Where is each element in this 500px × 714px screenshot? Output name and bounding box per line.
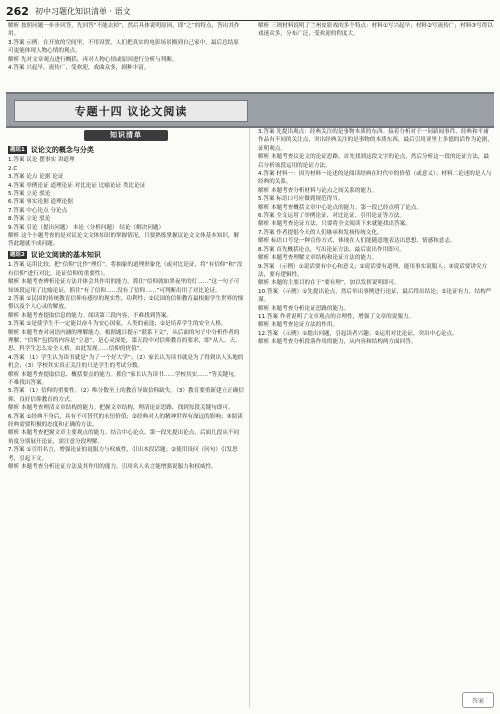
answer-line: 解析 本题考查理解文章结构和论证方法的能力。 [258,255,378,262]
answer-line: 解析 本题考查论证方法。只要将全文阅读下来就能找出答案。 [258,221,411,228]
answer-line: 解析 这个小题考查的是对议论文文体知识的掌握情况。只要熟练掌握议论文文体基本知识，解答此题就不成问题。 [8,233,240,248]
answer-line: 9.答案 （示例）①说话要有中心和意义；②说话要有道理，能用事实说服人；③说话要讲究方法，要有逻辑性。 [258,263,488,278]
answer-line: 10.答案 （示例）①先提出论点，然后举出事例进行论证，最后得出结论；②论证有力，结构严谨。 [258,288,492,304]
answer-line: 9.答案 引论（提出问题） 本论（分析问题） 结论（解决问题） [8,224,165,231]
answer-line: 解析 标语口号是一种宣传方式，体现在人们能随意地表达出思想、情感和意志。 [258,238,456,245]
answer-line: 6.答案 ①经典不身后，具有不可替代的永恒价值；②经典对人的精神世界有深远的影响；③阅读经典需要积极的态度和正确的方法。 [8,413,243,428]
answer-line: 解析 本题考查分析段落作用的能力，从内容和结构两方面回答。 [258,339,417,346]
left-column [8,128,244,708]
answer-line: 2.C [8,165,18,172]
answer-line: 解析 本题考查论证方法的作用。 [258,322,339,329]
answer-line: 11.答案 作者说明了文章观点的合理性，增强了文章的说服力。 [258,313,415,320]
topic-title: 议论文阅读的基本知识 [30,250,101,259]
answer-line: 12.答案 （示例）①提出问题，引起读者兴趣；②运用对比论证，突出中心论点。 [258,330,458,337]
answer-line: 6.答案 事实论据 道理论据 [8,199,73,206]
answer-line: 解析 按照问题一步步回答，先回答“不能去掉”，然后具体说明原因，即“之”的特点，答出其作用。 [8,23,240,38]
answer-line: 1.答案 运用比较，把“信仰”比作“理灯”，将抽象的道理形象化（或对比论证，将“有信仰”和“没有信仰”进行对比，论证信仰的重要性）。 [8,262,243,277]
answer-line: 解析 三则材料说明了兰州皮影戏的多个特点：材料①写兴起早；材料②写流传广；材料③写得以戏迷众多，分布广泛，受欢迎的程度大。 [258,23,493,38]
answer-line: 4.答案 材料一：因为材料一论述的是阅读经典在时代中的价值（或意义）；材料二论述的是人与经典的关系。 [258,171,492,186]
section-pill: 知识清单 [84,130,168,141]
answer-line: 解析 本题考查概括文章中心论点的能力。第一段已经点明了论点。 [258,204,422,211]
chapter-band [6,92,494,128]
column-divider [249,128,250,708]
answer-line: 解析 本题考查分析论证方法及其作用的能力。引用名人名言能增强说服力和权威性。 [8,464,217,471]
answer-line: 解析 本题考查辨析论证方法并体会其作用的能力。抓住“信仰就如黑夜里的灯……”这一句子可知该段运用了比喻论证，抓住“有了信仰……没有了信仰……”可判断出用了对比论证。 [8,279,240,294]
answer-line: 3.答案 先提出观点：经典关注的是事物本质的东西。接着分析对于一同新闻事件，经典和平庸作品有不同的关注点，突出经典关注的是事物的本质东西，最后引用亚里士多德的话作为论据，证明观点。 [258,129,493,152]
answer-line: 2.答案 ①民国的传统教育信仰有感厚的现实性，功利性；②民国的信仰教育最根据学生世界的憧憬以及个人心灵的解放。 [8,295,244,311]
answer-line: 4.答案 （1）学生认为读书就是“为了一个好大学”；（2）家长认为读书就是为了得到出人头地的机会；（3）学校其实真正关注的只是学生的考试分数。 [8,354,244,370]
page-number: 262 [6,4,29,18]
answer-badge: 答案 [462,692,494,708]
answer-line: 解析 本题考查提取信息、概括要点的能力。抓住“家长认为读书……学校其实……”等关键句，不难找出答案。 [8,371,240,386]
answer-line: 解析 本题考查把握文章主要观点的能力。结合中心论点，第一段先提出论点，后面几段从不同角度分别展开论证，需注意分段理解。 [8,430,240,445]
answer-line: 5.答案 （1）信仰的重要性。（2）唯分数至上的教育导致信仰缺失。（3）教育要重新建立正确信仰，良好信仰教育的方式。 [8,388,244,403]
answer-line: 3.答案 论点 论据 论证 [8,174,64,181]
answer-line: 7.答案 作者提倡今天的人们继承和发扬传统文化。 [258,229,383,236]
book-title: 初中习题化知识清单 · 语文 [34,6,131,16]
answer-line: 解析 本题考查分析论证思路的能力。 [258,305,350,312]
top-left-answers [8,22,244,90]
topic-heading [8,251,244,259]
answer-line: 解析 本题考查分析材料与论点之间关系的能力。 [258,187,378,194]
answer-line: 8.答案 首先概括论点，写出论证方法，最后说出作用即可。 [258,246,405,253]
topic-title: 议论文的概念与分类 [30,146,94,154]
right-column [258,128,494,708]
top-right-answers [258,22,494,90]
answer-line: 解析 本题的主要目的在于“要有理”，加以发挥说明即可。 [258,280,400,287]
answer-line: 3.答案 示例：在开放的空间里，不用设置，人们把真实的电影场景搬到自己家中，最后总结原可更能体现人物心情的观点。 [8,39,239,55]
answer-line: 5.答案 标语口号应做到规范得当。 [258,196,344,203]
topic-heading [8,146,244,154]
answer-line: 解析 本题考查对词语内涵的理解能力。根据题目提示“联系下文”，从后面的句子中分析作者的理解，“信仰”包括的内容是“立意”，是心灵深处，第五段中对信仰教育的要求，即“从人、天、思、科学生怎么安全人格，由此发现……信仰的价值”。 [8,329,241,353]
page-header [6,2,494,21]
answer-line: 6.答案 全文运用了举例论证、对比论证、引用论证等方法。 [258,213,405,220]
answer-line: 5.答案 立论 驳论 [8,191,51,198]
topic-tag: 题组2 [10,252,25,259]
answer-line: 8.答案 立论 驳论 [8,216,51,223]
chapter-title: 专题十四 议论文阅读 [14,100,248,122]
answer-line: 解析 本题考查议论文的论证思路。首先找到这段文字的论点，然后分析这一段的论证方法，最后分析该段运用的论证方法。 [258,154,490,169]
answer-line: 7.答案 中心论点 分论点 [8,207,68,214]
answer-line: 解析 本题考查提取信息的能力。阅读第三段内容，不难找到答案。 [8,312,172,319]
answer-line: 解析 本题考查理清文章结构的能力。把握文章结构，理清论证思路，找到每段关键句即可。 [8,405,234,412]
answer-line: 3.答案 ①是使学生不一定能以奋斗为安心国家，人类的前途；②是培养学生的安全人格。 [8,321,227,328]
topic-tag: 题组1 [10,147,25,154]
answer-line: 4.答案 兴起早，流传广，受欢迎，戏曲众多，剧种丰富。 [8,65,150,72]
answer-line: 1.答案 议论 摆事实 讲道理 [8,157,75,164]
answer-line: 7.答案 ①引用名言，增强论证的说服力与权威性，引出本段话题；②使用设问（问句）引发思考，引起下文。 [8,447,238,462]
answer-line: 4.答案 举例论证 道理论证 对比论证 比喻论证 类比论证 [8,182,146,189]
answer-line: 解析 先对文章观点进行概括，再对人物心情或原因进行分析与判断。 [8,56,178,63]
